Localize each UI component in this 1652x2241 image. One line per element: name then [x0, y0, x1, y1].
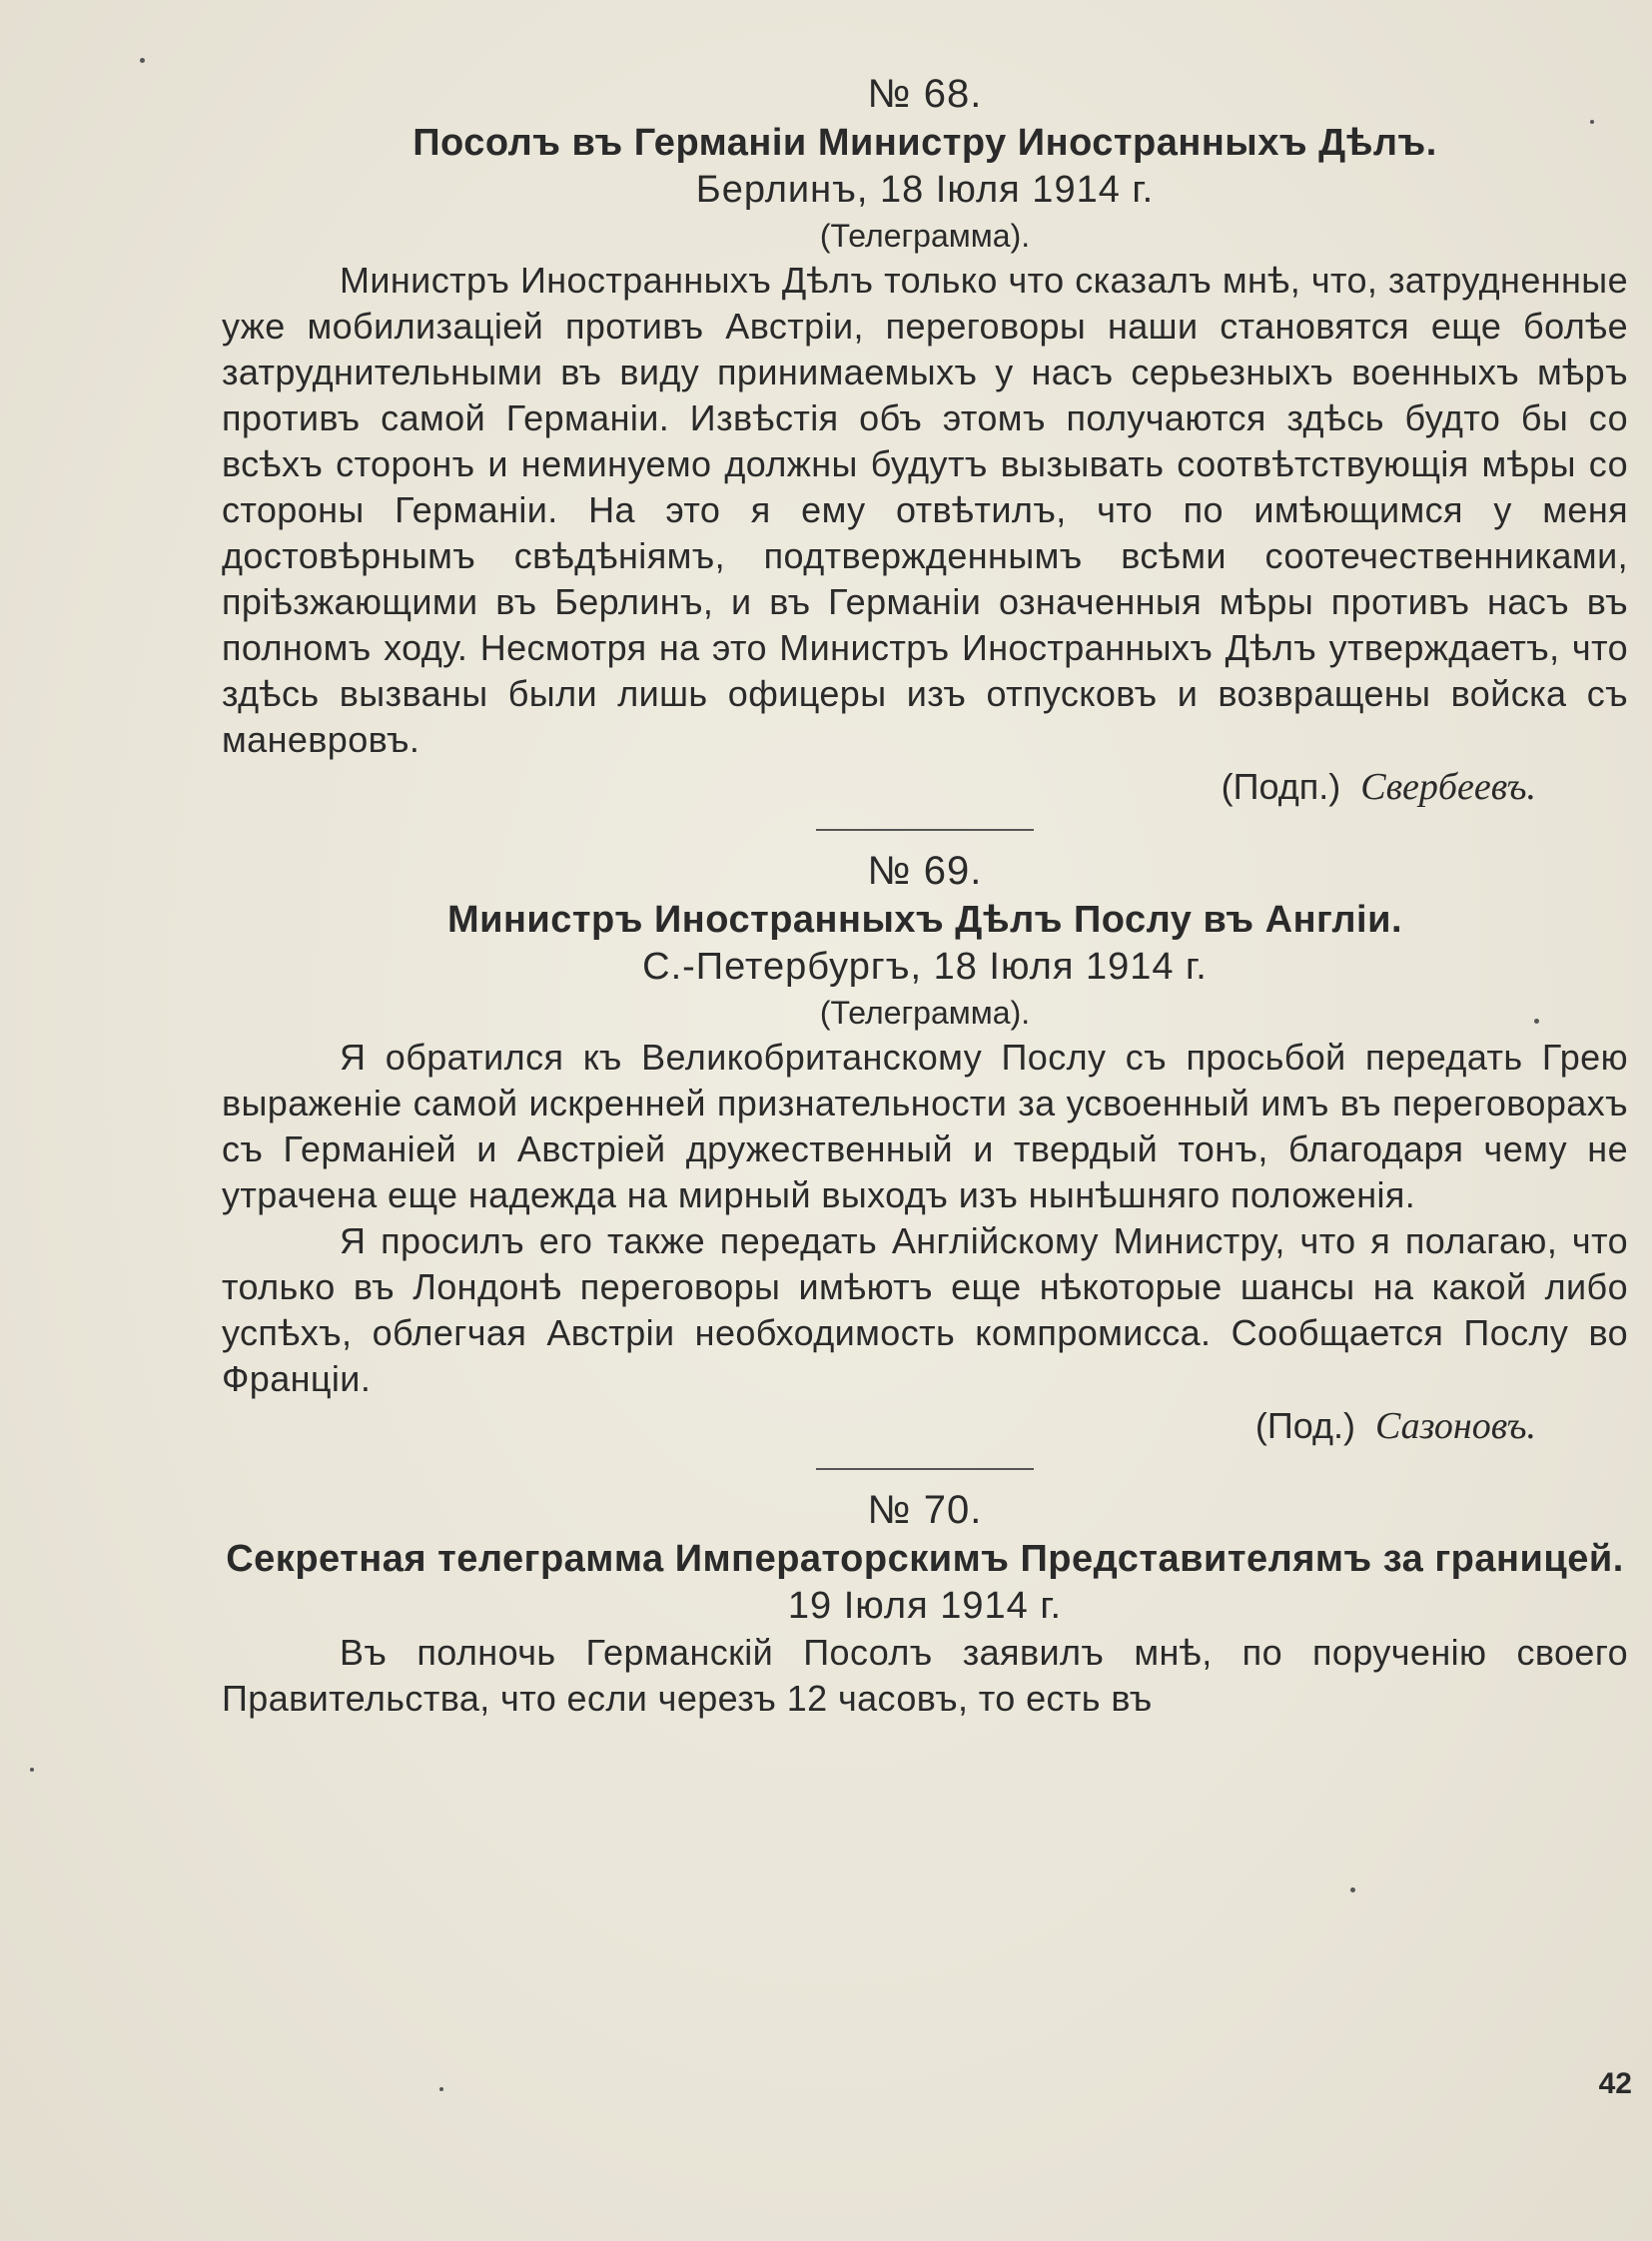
document-68	[222, 68, 1628, 811]
print-speck	[1350, 1887, 1355, 1892]
document-type-label: (Телеграмма).	[819, 995, 1031, 1031]
signature-prefix: (Подп.)	[1221, 766, 1341, 807]
document-69	[222, 845, 1628, 1450]
document-dateline: 19 Іюля 1914 г.	[787, 1585, 1063, 1627]
document-paragraph: Министръ Иностранныхъ Дѣлъ только что сказалъ мнѣ, что, затрудненные уже мобилизаціей противъ Австріи, переговоры наши становятся еще болѣе затруднительными въ виду принимаемыхъ у насъ серьезныхъ военныхъ мѣръ противъ самой Германіи. Извѣстія объ этомъ получаются здѣсь будто бы со всѣхъ сторонъ и неминуемо должны будутъ вызывать соотвѣтствующія мѣры со стороны Германіи. На это я ему отвѣтилъ, что по имѣющимся у меня достовѣрнымъ свѣдѣніямъ, подтвержденнымъ всѣми соотечественниками, пріѣзжающими въ Берлинъ, и въ Германіи означенныя мѣры противъ насъ въ полномъ ходу. Несмотря на это Министръ Иностранныхъ Дѣлъ утверждаетъ, что здѣсь вызваны были лишь офицеры изъ отпусковъ и возвращены войска съ маневровъ.	[222, 260, 1628, 760]
print-speck	[140, 58, 145, 63]
document-number: № 69.	[867, 849, 983, 893]
document-paragraph: Я обратился къ Великобританскому Послу съ просьбой передать Грею выраженіе самой искренней признательности за усвоенный имъ въ переговорахъ съ Германіей и Австріей дружественный и твердый тонъ, благодаря чему не утрачена еще надежда на мирный выходъ изъ нынѣшняго положенія.	[222, 1037, 1628, 1215]
section-divider	[816, 829, 1034, 831]
signature-name: Сазоновъ.	[1375, 1405, 1536, 1447]
signature-prefix: (Под.)	[1254, 1405, 1355, 1446]
print-speck	[1534, 1019, 1539, 1024]
signature	[222, 763, 1628, 811]
document-70	[222, 1484, 1628, 1722]
page-number: 42	[1598, 2067, 1632, 2100]
document-paragraph: Въ полночь Германскій Посолъ заявилъ мнѣ, по порученію своего Правительства, что если черезъ 12 часовъ, то есть въ	[222, 1632, 1628, 1719]
document-dateline: Берлинъ, 18 Іюля 1914 г.	[695, 169, 1155, 211]
print-speck	[439, 2087, 443, 2091]
section-divider	[816, 1468, 1034, 1470]
signature	[222, 1402, 1628, 1450]
document-number: № 68.	[867, 72, 983, 116]
document-paragraph: Я просилъ его также передать Англійскому Министру, что я полагаю, что только въ Лондонѣ переговоры имѣютъ еще нѣкоторые шансы на какой либо успѣхъ, облегчая Австріи необходимость компромисса. Сообщается Послу во Франціи.	[222, 1220, 1628, 1399]
print-speck	[1590, 120, 1594, 124]
page-content	[222, 68, 1628, 1722]
document-title: Секретная телеграмма Императорскимъ Представителямъ за границей.	[226, 1538, 1624, 1580]
signature-name: Свербеевъ.	[1360, 766, 1536, 808]
document-title: Министръ Иностранныхъ Дѣлъ Послу въ Англіи.	[446, 899, 1403, 941]
document-type-label: (Телеграмма).	[819, 218, 1031, 254]
document-number: № 70.	[867, 1488, 983, 1532]
print-speck	[30, 1768, 34, 1772]
document-dateline: С.-Петербургъ, 18 Іюля 1914 г.	[642, 946, 1208, 988]
document-title: Посолъ въ Германіи Министру Иностранныхъ Дѣлъ.	[413, 122, 1437, 164]
